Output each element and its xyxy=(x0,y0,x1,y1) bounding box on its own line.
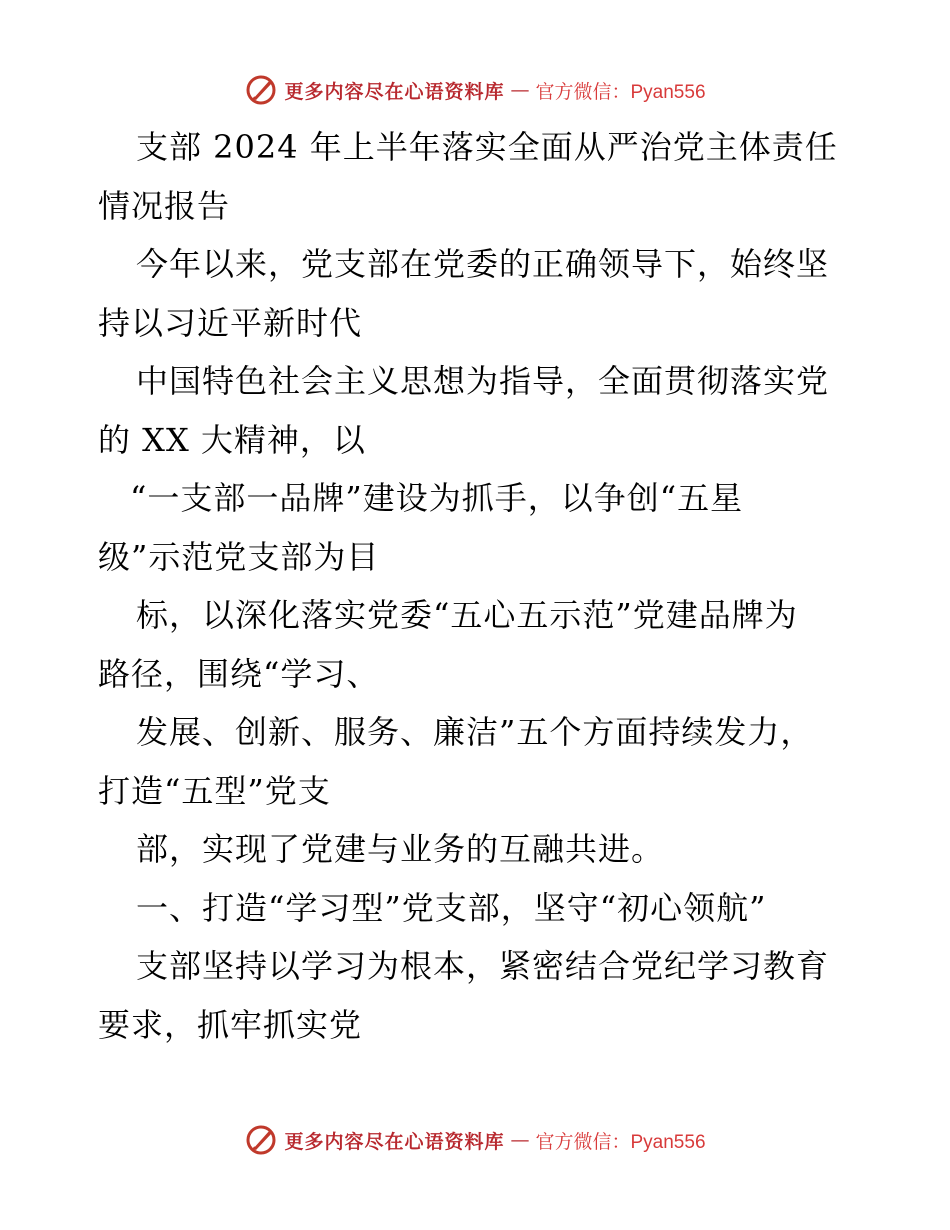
footer-contact: 官方微信：Pyan556 xyxy=(535,1131,706,1153)
footer-dash: — xyxy=(510,1129,530,1151)
paragraph-line: 级”示范党支部为目 xyxy=(98,537,380,576)
paragraph-line: 的 XX 大精神，以 xyxy=(98,420,366,459)
header-contact: 官方微信：Pyan556 xyxy=(535,81,706,103)
paragraph-line: 要求，抓牢抓实党 xyxy=(98,1005,363,1044)
paragraph-line: 路径，围绕“学习、 xyxy=(98,654,380,693)
paragraph-line: 持以习近平新时代 xyxy=(98,303,363,342)
section-heading-1: 一、打造“学习型”党支部，坚守“初心领航” xyxy=(136,888,767,927)
red-quill-seal-icon xyxy=(244,1123,278,1157)
document-body xyxy=(98,118,858,1054)
paragraph-line: 标，以深化落实党委“五心五示范”党建品牌为 xyxy=(136,596,798,634)
title-line-2: 情况报告 xyxy=(98,186,231,225)
red-quill-seal-icon xyxy=(244,73,278,107)
footer-site-text: 更多内容尽在心语资料库 xyxy=(284,1130,505,1153)
paragraph-line: 部，实现了党建与业务的互融共进。 xyxy=(136,830,665,868)
paragraph-line: 打造“五型”党支 xyxy=(98,771,331,810)
header-dash: — xyxy=(510,79,530,101)
paragraph-line: 支部坚持以学习为根本，紧密结合党纪学习教育 xyxy=(136,947,830,985)
paragraph-line: 今年以来，党支部在党委的正确领导下，始终坚 xyxy=(136,245,830,283)
title-line-1: 支部 2024 年上半年落实全面从严治党主体责任 xyxy=(136,128,838,166)
paragraph-line: 发展、创新、服务、廉洁”五个方面持续发力， xyxy=(136,713,814,751)
paragraph-line: “一支部一品牌”建设为抓手，以争创“五星 xyxy=(130,479,744,517)
footer-watermark-banner xyxy=(0,1120,950,1160)
paragraph-line: 中国特色社会主义思想为指导，全面贯彻落实党 xyxy=(136,362,830,400)
header-watermark-banner xyxy=(0,70,950,110)
header-site-text: 更多内容尽在心语资料库 xyxy=(284,80,505,103)
